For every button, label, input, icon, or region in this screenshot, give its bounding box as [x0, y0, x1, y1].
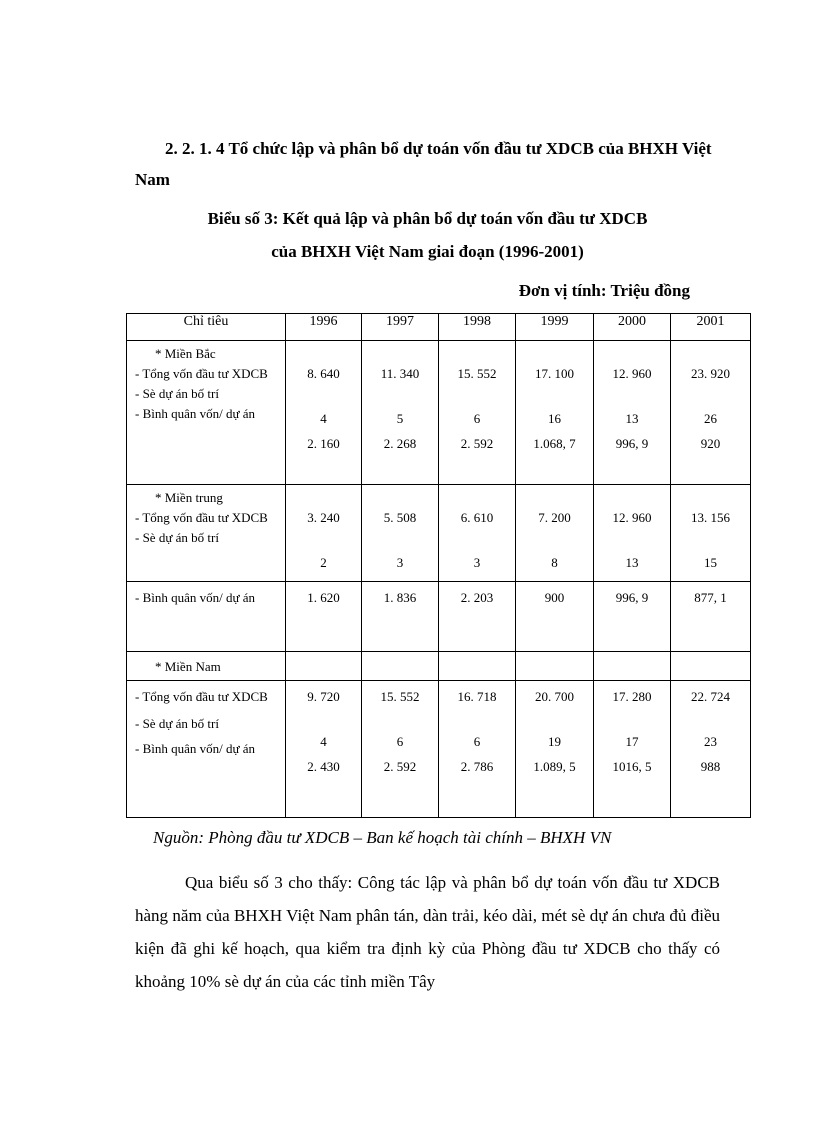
value-cell: [362, 652, 439, 681]
source-note: Nguồn: Phòng đầu tư XDCB – Ban kế hoạch tài chính – BHXH VN: [153, 828, 612, 847]
table-row: [127, 681, 751, 818]
row-label-cell: [127, 582, 286, 652]
value: 4: [320, 411, 327, 426]
value-cell: [594, 582, 671, 652]
label-total: - Tổng vốn đầu tư XDCB: [135, 510, 268, 525]
value: 2. 592: [460, 436, 494, 451]
header-cell: 1997: [362, 314, 439, 341]
header-cell: 1999: [516, 314, 594, 341]
value-cell: [516, 341, 594, 485]
value-cell: [594, 341, 671, 485]
label-avg: - Bình quân vốn/ dự án: [135, 741, 256, 756]
value-cell: [439, 681, 516, 818]
label-total: - Tổng vốn đầu tư XDCB: [135, 689, 268, 704]
value: 6: [396, 734, 404, 749]
value-cell: [362, 341, 439, 485]
value: 26: [704, 411, 717, 426]
body-paragraph: [135, 866, 720, 998]
header-cell: 2000: [594, 314, 671, 341]
value: 877, 1: [694, 590, 727, 605]
budget-table: [126, 313, 751, 818]
value: 17. 280: [612, 689, 652, 704]
value: 15: [704, 555, 717, 570]
value: 996, 9: [615, 590, 649, 605]
region-name: * Miền Bắc: [155, 346, 216, 361]
value-cell: [439, 652, 516, 681]
value: 15. 552: [380, 689, 420, 704]
value: 20. 700: [535, 689, 574, 704]
value: 7. 200: [538, 510, 571, 525]
value-cell: [286, 341, 362, 485]
value-cell: [594, 485, 671, 582]
value: 3: [473, 555, 481, 570]
value: 17: [625, 734, 639, 749]
row-label-cell: [127, 681, 286, 818]
value-cell: [362, 681, 439, 818]
value: 8: [551, 555, 558, 570]
label-total: - Tổng vốn đầu tư XDCB: [135, 366, 268, 381]
unit-label: Đơn vị tính: Triệu đồng: [518, 281, 690, 300]
table-caption-line-2: của BHXH Việt Nam giai đoạn (1996-2001): [271, 242, 584, 261]
row-label-cell: [127, 485, 286, 582]
value-cell: [516, 582, 594, 652]
value-cell: [671, 681, 751, 818]
region-name: * Miền Nam: [155, 659, 221, 674]
value: 1.089, 5: [533, 759, 576, 774]
value-cell: [362, 485, 439, 582]
value-cell: [286, 681, 362, 818]
value-cell: [286, 582, 362, 652]
value: 15. 552: [457, 366, 497, 381]
value: 11. 340: [380, 366, 420, 381]
value: 996, 9: [615, 436, 649, 451]
value-cell: [286, 485, 362, 582]
label-avg: - Bình quân vốn/ dự án: [135, 406, 256, 421]
value-cell: [439, 485, 516, 582]
value: 16. 718: [457, 689, 497, 704]
value-cell: [671, 582, 751, 652]
value: 1.068, 7: [533, 436, 576, 451]
value: 988: [700, 759, 721, 774]
value-cell: [594, 652, 671, 681]
header-cell: 1996: [286, 314, 362, 341]
value-cell: [362, 582, 439, 652]
value: 2. 592: [383, 759, 417, 774]
value: 22. 724: [691, 689, 730, 704]
value: 2. 203: [460, 590, 494, 605]
table-row: [127, 582, 751, 652]
value: 2. 268: [383, 436, 417, 451]
value: 6: [473, 734, 481, 749]
value: 2. 430: [307, 759, 340, 774]
value: 920: [700, 436, 721, 451]
value: 17. 100: [535, 366, 574, 381]
value: 16: [548, 411, 561, 426]
value-cell: [516, 485, 594, 582]
value: 13: [625, 555, 639, 570]
value-cell: [439, 582, 516, 652]
value: 23. 920: [691, 366, 730, 381]
label-count: - Sè dự án bố trí: [135, 716, 219, 731]
value: 12. 960: [612, 510, 652, 525]
value: 23: [704, 734, 717, 749]
table-row: [127, 341, 751, 485]
value: 1016, 5: [612, 759, 652, 774]
label-count: - Sè dự án bố trí: [135, 530, 219, 545]
header-cell: 1998: [439, 314, 516, 341]
header-cell: Chỉ tiêu: [127, 314, 286, 341]
row-label-cell: [127, 652, 286, 681]
value: 1. 620: [307, 590, 340, 605]
label-count: - Sè dự án bố trí: [135, 386, 219, 401]
header-cell: 2001: [671, 314, 751, 341]
table-header-row: [127, 314, 751, 341]
value: 1. 836: [383, 590, 417, 605]
value: 5: [396, 411, 404, 426]
value: 4: [320, 734, 327, 749]
value: 2: [320, 555, 327, 570]
value-cell: [671, 652, 751, 681]
value: 6. 610: [460, 510, 494, 525]
value: 2. 160: [307, 436, 340, 451]
value: 12. 960: [612, 366, 652, 381]
table-row: [127, 485, 751, 582]
value: 19: [548, 734, 561, 749]
section-heading: 2. 2. 1. 4 Tổ chức lập và phân bổ dự toán vốn đầu tư XDCB của BHXH Việt Nam: [135, 139, 712, 189]
value-cell: [671, 485, 751, 582]
value: 8. 640: [307, 366, 340, 381]
paragraph-text: Qua biểu số 3 cho thấy: Công tác lập và phân bổ dự toán vốn đầu tư XDCB hàng năm của BHXH Việt Nam phân tán, dàn trải, kéo dài, mét sè dự án chưa đủ điều kiện đã ghi kế hoạch, qua kiểm tra định kỳ của Phòng đầu tư XDCB cho thấy có khoảng 10% sè dự án của các tỉnh miền Tây: [135, 873, 720, 991]
value-cell: [286, 652, 362, 681]
value: 13. 156: [691, 510, 730, 525]
table-caption-line-1: Biểu số 3: Kết quả lập và phân bổ dự toán vốn đầu tư XDCB: [207, 209, 648, 228]
row-label-cell: [127, 341, 286, 485]
region-name: * Miền trung: [155, 490, 223, 505]
value: 13: [625, 411, 639, 426]
value: 3. 240: [307, 510, 340, 525]
value: 6: [473, 411, 481, 426]
value: 5. 508: [383, 510, 417, 525]
table-row: [127, 652, 751, 681]
value: 9. 720: [307, 689, 340, 704]
value: 2. 786: [460, 759, 494, 774]
value-cell: [516, 681, 594, 818]
value-cell: [594, 681, 671, 818]
label-avg: - Bình quân vốn/ dự án: [135, 590, 256, 605]
value-cell: [516, 652, 594, 681]
value: 3: [396, 555, 404, 570]
value-cell: [671, 341, 751, 485]
value: 900: [544, 590, 565, 605]
value-cell: [439, 341, 516, 485]
